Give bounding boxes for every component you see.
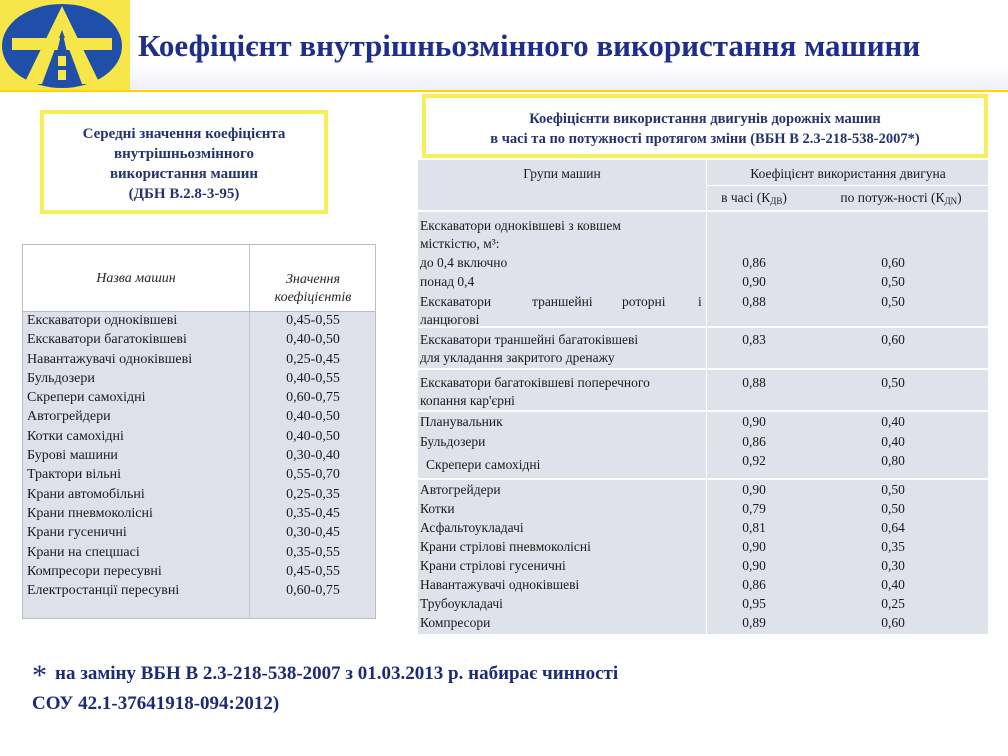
value-time: 0,86 [742,434,766,449]
average-coefficients-table [22,244,376,619]
column-header-time: в часі $(К_{ДВ})$ [721,190,787,206]
row-label: Навантажувачі одноківшеві [420,577,580,592]
row-label: Асфальтоукладачі [420,520,524,535]
table-row: Навантажувачі одноківшеві 0,25-0,45 [27,351,340,367]
row-label: до 0,4 включно [420,255,508,270]
row-label: для укладання закритого дренажу [420,350,615,365]
value-power: 0,40 [881,577,905,592]
table-row-group [418,412,988,478]
value-power: 0,60 [881,615,905,630]
row-label: місткістю, м³: [420,236,500,251]
row-label: Крани стрілові гусеничні [420,558,566,573]
left-caption-line: (ДБН В.2.8-3-95) [128,186,240,202]
column-header-value: Значення коефіцієнтів [274,272,352,305]
value-time: 0,88 [742,375,766,390]
table-row: Крани пневмоколісні 0,35-0,45 [27,505,340,521]
value-power: 0,60 [881,255,905,270]
table-row: Компресори пересувні 0,45-0,55 [27,563,340,579]
value-power: 0,35 [881,539,905,554]
row-label: Бульдозери [420,434,486,449]
table-row: Екскаватори багатоківшеві 0,40-0,50 [27,332,340,348]
row-label: Екскаватори одноківшеві з ковшем [420,218,621,233]
left-caption-box [40,110,328,214]
row-label: Скрепери самохідні [426,457,541,472]
column-header-coefficient: Коефіцієнт використання двигуна [750,166,946,181]
road-emblem-icon [0,0,130,90]
row-label: Екскаватори багатоківшеві поперечного [420,375,650,390]
table-row-group: Екскаватори одноківшеві з ковшем місткістю, м³: до 0,4 включно понад 0,4 Екскаватори траншейні роторні і ланцюгові 0,86 0,90 0,88 0,60 0,50 0,50 [418,212,988,326]
table-row: Електростанції пересувні 0,60-0,75 [27,583,340,599]
row-label: понад 0,4 [420,274,475,289]
value-power: 0,50 [881,274,905,289]
table-header [418,160,988,210]
value-time: 0,89 [742,615,766,630]
page-title: Коефіцієнт внутрішньозмінного використання машини [138,28,921,63]
right-caption-line: Коефіцієнти використання двигунів дорожніх машин [529,111,881,127]
header-divider [0,90,1008,92]
value-power: 0,60 [881,332,905,347]
value-time: 0,90 [742,539,766,554]
value-time: 0,92 [742,453,766,468]
value-power: 0,50 [881,294,905,309]
value-time: 0,86 [742,255,766,270]
table-row: Бурові машини 0,30-0,40 [27,448,340,464]
column-header-power: по потуж-ності $(К_{ДN})$ [840,190,962,206]
value-time: 0,81 [742,520,766,535]
value-power: 0,64 [881,520,905,535]
value-time: 0,79 [742,501,766,516]
footnote-star: * [32,659,47,692]
row-label: Котки [420,501,455,516]
value-power: 0,25 [881,596,905,611]
footnote-line: на заміну ВБН В 2.3-218-538-2007 з 01.03.2013 р. набирає чинності [55,663,619,684]
row-label: Автогрейдери [420,482,501,497]
value-power: 0,50 [881,375,905,390]
engine-usage-table [418,160,988,634]
table-row: Бульдозери 0,40-0,55 [27,370,340,386]
right-caption-box [422,94,988,158]
footnote-line: СОУ 42.1-37641918-094:2012) [32,693,280,714]
left-caption-line: Середні значення коефіцієнта [82,126,286,142]
value-time: 0,90 [742,414,766,429]
left-caption-line: внутрішньозмінного [114,146,254,162]
row-label: ланцюгові [420,312,480,327]
value-time: 0,86 [742,577,766,592]
value-power: 0,50 [881,482,905,497]
table-body [27,311,377,600]
value-time: 0,83 [742,332,766,347]
row-label: Компресори [420,615,491,630]
value-power: 0,40 [881,434,905,449]
value-power: 0,40 [881,414,905,429]
row-label: Екскаватори траншейні багатоківшеві [420,332,639,347]
table-row: Крани на спецшасі 0,35-0,55 [27,544,340,560]
table-row: Трактори вільні 0,55-0,70 [27,467,340,483]
table-row: Автогрейдери 0,40-0,50 [27,409,340,425]
left-caption-line: використання машин [109,166,259,182]
table-row-group [418,480,988,634]
table-row: Скрепери самохідні 0,60-0,75 [27,390,340,406]
value-power: 0,80 [881,453,905,468]
table-row: Крани автомобільні 0,25-0,35 [27,486,340,502]
table-row: Котки самохідні 0,40-0,50 [27,428,340,444]
column-header-name: Назва машин [96,271,176,286]
value-time: 0,90 [742,558,766,573]
right-caption-line: в часі та по потужності протягом зміни (ВБН В 2.3-218-538-2007*) [490,131,920,147]
column-header-groups: Групи машин [523,166,601,181]
value-time: 0,90 [742,274,766,289]
table-row: Екскаватори одноківшеві 0,45-0,55 [27,313,340,328]
table-row [418,328,988,368]
footnote [32,660,932,718]
value-time: 0,88 [742,294,766,309]
row-label: Трубоукладачі [420,596,503,611]
table-row: Крани гусеничні 0,30-0,45 [27,525,340,541]
value-time: 0,95 [742,596,766,611]
value-time: 0,90 [742,482,766,497]
value-power: 0,50 [881,501,905,516]
row-label: Планувальник [420,414,503,429]
value-power: 0,30 [881,558,905,573]
table-row [418,370,988,410]
row-label: копання кар'єрні [420,393,515,408]
row-label: Крани стрілові пневмоколісні [420,539,591,554]
